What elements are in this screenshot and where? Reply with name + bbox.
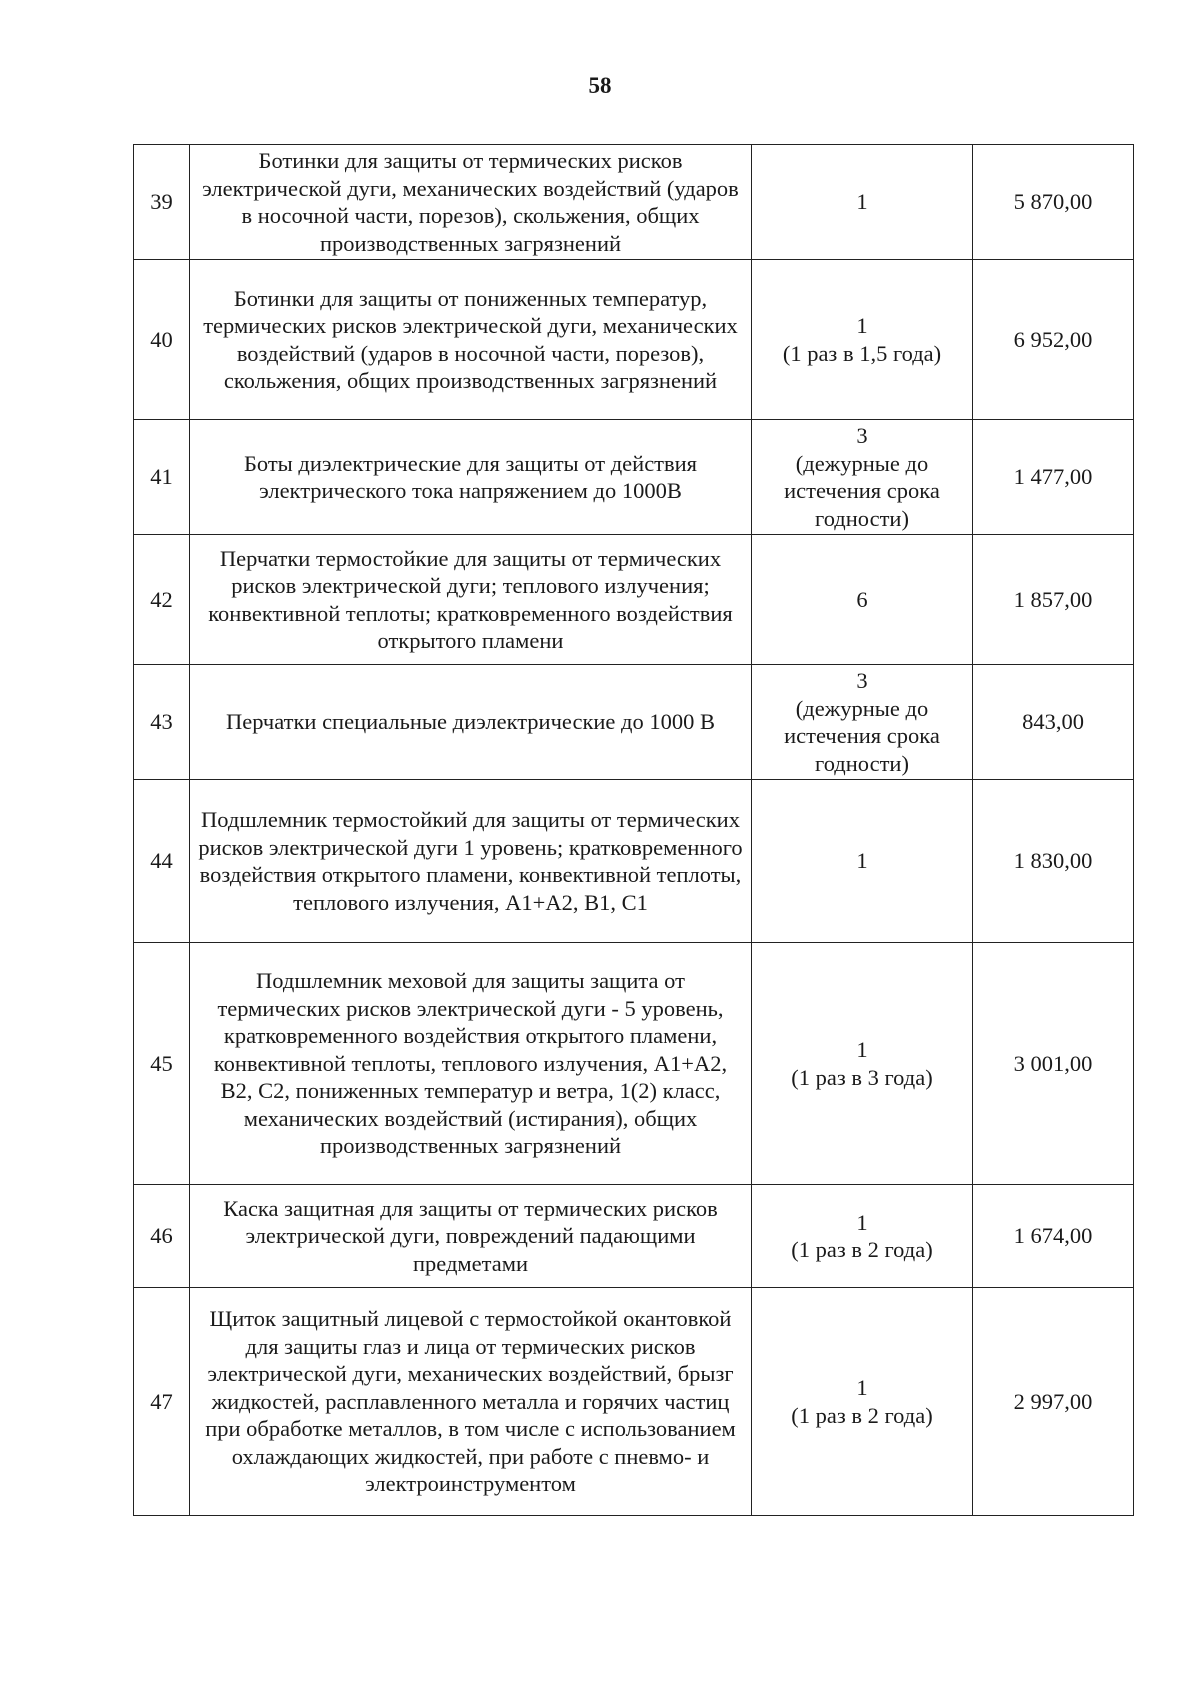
quantity: 3: [856, 668, 868, 693]
quantity-note: (1 раз в 3 года): [791, 1064, 933, 1090]
item-name: Боты диэлектрические для защиты от действия электрического тока напряжением до 1000В: [190, 420, 752, 535]
quantity: 1: [856, 1375, 868, 1400]
quantity-note: (1 раз в 2 года): [791, 1237, 933, 1262]
item-name: Ботинки для защиты от пониженных температур, термических рисков электрической дуги, механических воздействий (ударов в носочной части, порезов), скольжения, общих производственных загрязнений: [190, 260, 752, 420]
quantity: 1: [856, 189, 868, 215]
item-name: Ботинки для защиты от термических рисков электрической дуги, механических воздействий (ударов в носочной части, порезов), скольжения, общих производственных загрязнений: [190, 145, 752, 260]
quantity-cell: [752, 535, 973, 665]
item-name: Подшлемник меховой для защиты защита от термических рисков электрической дуги - 5 уровень, кратковременного воздействия открытого пламени, конвективной теплоты, теплового излучения, А1+А2, В2, С2, пониженных температур и ветра, 1(2) класс, механических воздействий (истирания), общих производственных загрязнений: [190, 943, 752, 1185]
row-number: 39: [134, 145, 190, 260]
item-name: Перчатки термостойкие для защиты от термических рисков электрической дуги; теплового излучения; конвективной теплоты; кратковременного воздействия открытого пламени: [190, 535, 752, 665]
row-number: 42: [134, 535, 190, 665]
price: 3 001,00: [973, 943, 1134, 1185]
price: 6 952,00: [973, 260, 1134, 420]
quantity: 3: [856, 423, 868, 448]
table-row: [134, 943, 1134, 1185]
quantity: 1: [856, 848, 868, 874]
item-name: Щиток защитный лицевой с термостойкой окантовкой для защиты глаз и лица от термических рисков электрической дуги, механических воздействий, брызг жидкостей, расплавленного металла и горячих частиц при обработке металлов, в том числе с использованием охлаждающих жидкостей, при работе с пневмо- и электроинструментом: [190, 1288, 752, 1516]
price: 1 857,00: [973, 535, 1134, 665]
row-number: 47: [134, 1288, 190, 1516]
table-row: [134, 665, 1134, 780]
table-row: [134, 1288, 1134, 1516]
quantity-cell: [752, 1185, 973, 1288]
table-row: [134, 1185, 1134, 1288]
quantity-note: (1 раз в 2 года): [791, 1402, 933, 1428]
table-row: [134, 260, 1134, 420]
price: 5 870,00: [973, 145, 1134, 260]
table-row: [134, 780, 1134, 943]
item-name: Подшлемник термостойкий для защиты от термических рисков электрической дуги 1 уровень; кратковременного воздействия открытого пламени, конвективной теплоты, теплового излучения, А1+А2, В1, С1: [190, 780, 752, 943]
quantity-note: (дежурные до истечения срока годности): [784, 695, 940, 776]
quantity: 6: [856, 586, 868, 612]
quantity-cell: [752, 1288, 973, 1516]
price: 1 830,00: [973, 780, 1134, 943]
quantity-cell: [752, 665, 973, 780]
page-number: 58: [588, 73, 612, 98]
quantity-cell: [752, 943, 973, 1185]
table-row: [134, 420, 1134, 535]
quantity-note: (1 раз в 1,5 года): [782, 340, 942, 366]
price: 2 997,00: [973, 1288, 1134, 1516]
row-number: 44: [134, 780, 190, 943]
price: 1 477,00: [973, 420, 1134, 535]
quantity-cell: [752, 145, 973, 260]
item-name: Перчатки специальные диэлектрические до 1000 В: [190, 665, 752, 780]
row-number: 40: [134, 260, 190, 420]
row-number: 43: [134, 665, 190, 780]
price: 1 674,00: [973, 1185, 1134, 1288]
quantity: 1: [856, 1209, 868, 1235]
quantity: 1: [856, 1037, 868, 1062]
item-name: Каска защитная для защиты от термических рисков электрической дуги, повреждений падающими предметами: [190, 1185, 752, 1288]
items-table: [133, 144, 1134, 1516]
row-number: 41: [134, 420, 190, 535]
price: 843,00: [973, 665, 1134, 780]
row-number: 46: [134, 1185, 190, 1288]
quantity-cell: [752, 420, 973, 535]
row-number: 45: [134, 943, 190, 1185]
quantity-cell: [752, 260, 973, 420]
quantity-cell: [752, 780, 973, 943]
quantity: 1: [856, 313, 868, 338]
quantity-note: (дежурные до истечения срока годности): [784, 450, 940, 531]
table-row: [134, 145, 1134, 260]
table-row: [134, 535, 1134, 665]
